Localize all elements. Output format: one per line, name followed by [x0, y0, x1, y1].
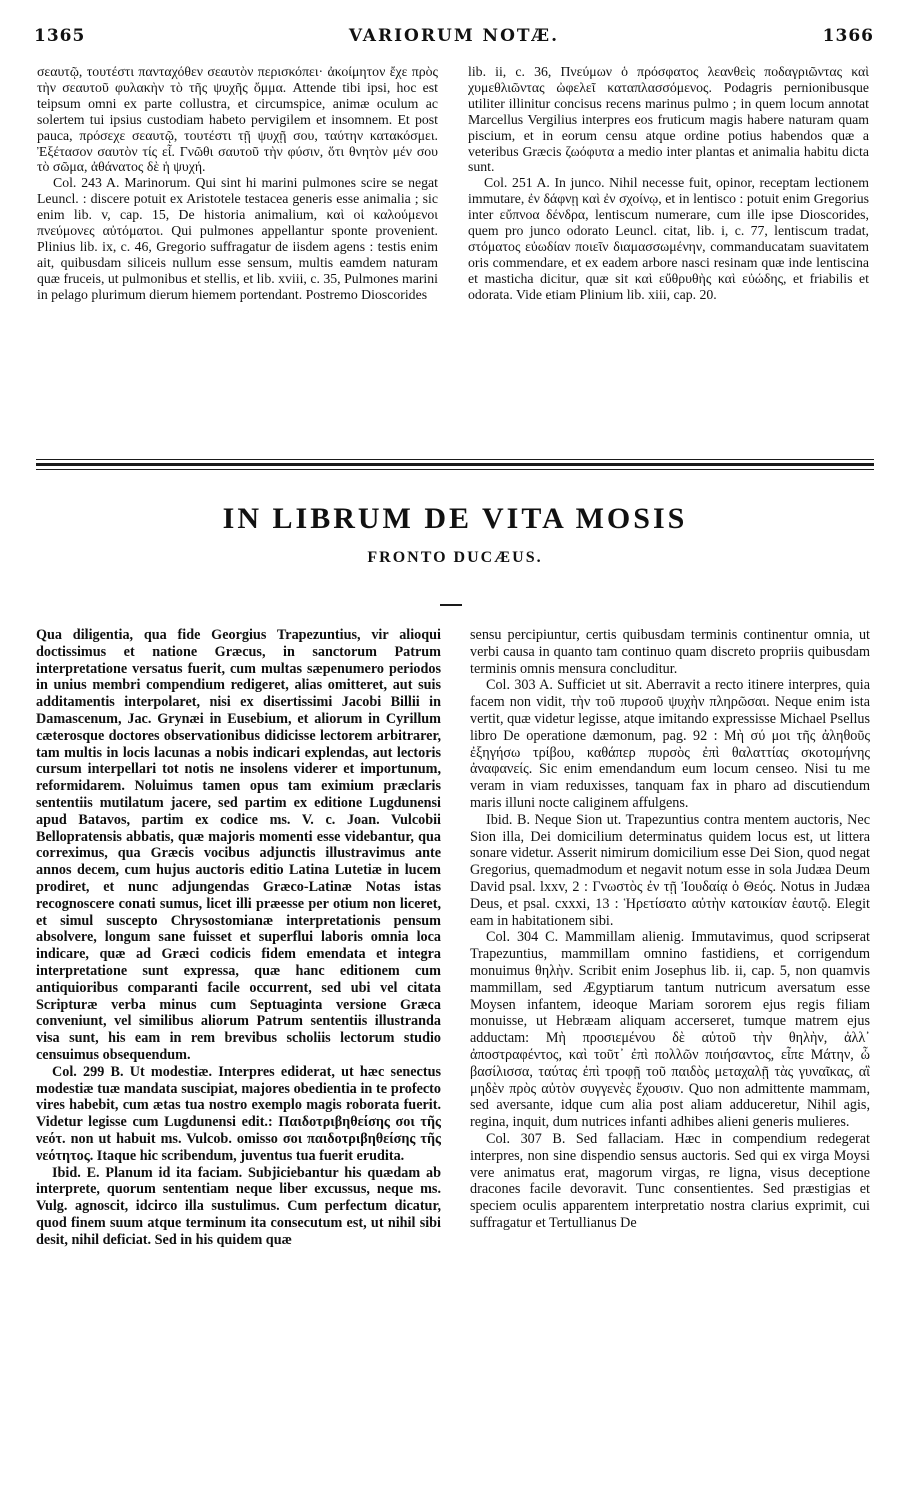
- section-title: IN LIBRUM DE VITA MOSIS: [222, 502, 688, 535]
- section-dash: [440, 604, 462, 606]
- page-number-right: 1366: [822, 26, 874, 46]
- paragraph: σεαυτῷ, τουτέστι πανταχόθεν σεαυτὸν περισκόπει· ἀκοίμητον ἔχε πρὸς τὴν σεαυτοῦ φυλακὴν τὸ τῆς ψυχῆς ὄμμα. Attende tibi ipsi, hoc est teipsum omni ex parte collustra, et circumspice, animæ oculum ac solertem tui ipsius custodiam habeto pervigilem et insomnem. Et post pauca, πρόσεχε σεαυτῷ, τουτέστι τῇ ψυχῇ σου, ταύτην κατακόσμει. Ἐξέτασον σαυτὸν τίς εἶ. Γνῶθι σαυτοῦ τὴν φύσιν, ὅτι θνητὸν μέν σου τὸ σῶμα, ἀθάνατος δὲ ἡ ψυχή.: [37, 64, 438, 175]
- top-right-column: [468, 64, 869, 424]
- paragraph: Col. 307 B. Sed fallaciam. Hæc in compendium redegerat interpres, non sine dispendio sensus auctoris. Sed qui ex virga Moysi vere animatus erat, magorum virgas, re ligna, visus deceptione dracones facile devoravit. Tunc consentientes. Sed præstigias et speciem oculis apparentem interpretatio nostra clarius exprimit, cui suffragatur et Tertullianus De: [470, 1130, 870, 1231]
- body-right-column: [470, 627, 870, 1482]
- top-left-column: [37, 64, 438, 424]
- paragraph: Ibid. E. Planum id ita faciam. Subjiciebantur his quædam ab interprete, quorum sententiam neque liber excussus, neque ms. Vulg. agnoscit, idcirco illa sustulimus. Cum perfectum dicatur, quod finem suum atque terminum ita consecutum est, ut nihil sibi desit, nihil deficiat. Sed in his quidem quæ: [36, 1164, 441, 1248]
- body-left-column: [36, 627, 441, 1482]
- running-title: VARIORUM NOTÆ.: [348, 26, 560, 46]
- divider-rule: [36, 459, 874, 460]
- paragraph: Col. 251 A. In junco. Nihil necesse fuit, opinor, receptam lectionem immutare, ἐν δάφνῃ καὶ ἐν σχοίνῳ, et in lentisco : potuit enim Gregorius inter εὔπνοα δένδρα, lentiscum numerare, cum ille ipse Dioscorides, quem pro junco odorato Leuncl. citat, lib. i, c. 77, lentiscum tradat, στόματος εὐωδίαν ποιεῖν διαμασσωμένην, commanducatam suavitatem oris commendare, et ex eadem arbore nasci resinam quæ inde lentiscina et masticha dicitur, quæ sit καὶ εὔθρυθὴς καὶ εὐώδης, et friabilis et odorata. Vide etiam Plinium lib. xiii, cap. 20.: [468, 175, 869, 302]
- paragraph: Col. 304 C. Mammillam alienig. Immutavimus, quod scripserat Trapezuntius, mammillam omnino fastidiens, et corrigendum monuimus θηλὴν. Scribit enim Josephus lib. ii, cap. 5, non quamvis mammillam, sed Ægyptiarum tantum nutricum aversatum esse Moysen infantem, ideoque Mariam sororem ejus regis filiam monuisse, ut Hebræam aliquam accerseret, tumque matrem ejus adductam: Μὴ προσιεμένου δὲ αὐτοῦ τὴν θηλὴν, ἀλλ᾽ ἀποστραφέντος, καὶ τοῦτ᾽ ἐπὶ πολλῶν ποιήσαντος, εἶπε Μάτην, ὦ βασίλισσα, ταύτας ἐπὶ τροφῇ τοῦ παιδὸς μεταχαλῇ τὰς γυναῖκας, αἳ μηδὲν πρὸς αὐτὸν συγγενὲς ἔχουσιν. Quo non admittente mammam, sed aversante, idque cum alia post aliam adduceretur, Nihil agis, regina, inquit, dum nutrices infanti adhibes alieni generis mulieres.: [470, 929, 870, 1131]
- paragraph: lib. ii, c. 36, Πνεύμων ὁ πρόσφατος λεανθεὶς ποδαγριῶντας καὶ χυμεθλιῶντας ὠφελεῖ καταπλασσόμενος. Podagris pernionibusque utiliter illinitur concisus recens marinus pulmo ; in quem locum annotat Marcellus Vergilius interpres eos fruticum magis habere naturam quam piscium, et in eorum censu atque ordine potius habendos quæ a veteribus Græcis ζωόφυτα a medio inter plantas et animalia habitu dicta sunt.: [468, 64, 869, 175]
- running-head: [34, 26, 874, 50]
- paragraph: Col. 243 A. Marinorum. Qui sint hi marini pulmones scire se negat Leuncl. : discere potuit ex Aristotele testacea generis esse animalia ; sic enim lib. v, cap. 15, De historia animalium, καὶ οἱ καλούμενοι πνεύμονες αὐτόματοι. Qui pulmones appellantur sponte provenient. Plinius lib. ix, c. 46, Gregorio suffragatur de iisdem agens : testis enim ait, quibusdam siliceis nullum esse sensum, multis eamdem naturam quæ fruceis, ut pulmonibus et stellis, et lib. xviii, c. 35, Pulmones marini in pelago plurimum dierum hiemem portendant. Postremo Dioscorides: [37, 175, 438, 302]
- paragraph: Col. 299 B. Ut modestiæ. Interpres ediderat, ut hæc senectus modestiæ tuæ mandata suscipiat, majores obedientia in te profecto vires habebit, cum ætas tua nostro exemplo magis roborata fuerit. Videtur legisse cum Lugdunensi edit.: Παιδοτριβηθείσης σοι τῆς νεότ. non ut habuit ms. Vulcob. omisso σοι παιδοτριβηθείσης τῆς νεότητος. Itaque hic scribendum, juventus tua fuerit erudita.: [36, 1063, 441, 1164]
- page-number-left: 1365: [34, 26, 86, 46]
- paragraph: Col. 303 A. Sufficiet ut sit. Aberravit a recto itinere interpres, quia facem non vidit, τὴν τοῦ πυρσοῦ ψυχὴν πληρῶσαι. Neque enim ista vertit, quæ videtur legisse, atque imitando expressisse Michael Psellus libro De operatione dæmonum, pag. 92 : Μὴ σύ μοι τῆς ἀληθοῦς ἐξηγήσω τρίβου, καθάπερ πυρσὸς ἐπὶ θαλαττίας σκοτομήνης ἀναφανείς. Sic enim emendandum eum locum censeo. Nisi tu me veram in viam reduxisses, tanquam fax in pharo ad discutiendum maris illuni nocte caliginem affulgens.: [470, 677, 870, 811]
- divider-rule: [36, 469, 874, 470]
- paragraph: Ibid. B. Neque Sion ut. Trapezuntius contra mentem auctoris, Nec Sion illa, Dei domicilium determinatus quidem locus est, ut littera sonare videtur. Asserit nimirum domicilium esse Dei Sion, quod negat Gregorius, quemadmodum et negavit notum esse in sola Judæa Deum David psal. lxxv, 2 : Γνωστὸς ἐν τῇ Ἰουδαίᾳ ὁ Θεός. Notus in Judæa Deus, et psal. cxxxi, 13 : Ἡρετίσατο αὐτὴν κατοικίαν ἑαυτῷ. Elegit eam in habitationem sibi.: [470, 811, 870, 929]
- divider-rule-thick: [36, 463, 874, 466]
- section-subtitle: FRONTO DUCÆUS.: [367, 549, 543, 566]
- paragraph: sensu percipiuntur, certis quibusdam terminis continentur omnia, ut verbi causa in quanto tam continuo quam discreto propriis quibusdam terminis omnis mensura concluditur.: [470, 627, 870, 677]
- paragraph: Qua diligentia, qua fide Georgius Trapezuntius, vir alioqui doctissimus et natione Græcus, in sanctorum Patrum interpretatione versatus fuerit, cum multas sæpenumero periodos in unius membri compendium redigeret, alias omitteret, aut suis additamentis interpolaret, nisi ex disertissimi Jacobi Billii in Damascenum, Jac. Grynæi in Eusebium, et aliorum in Cyrillum cæterosque doctores observationibus didicisse lectorem arbitrarer, tam multis in locis lacunas a nobis indicari explendas, aut lectoris cursum interpellari tot notis ne insolens viderer et importunum, reformidarem. Noluimus tamen opus tam eximium præclaris sententiis mutilatum jacere, sed partim ex editione Lugdunensi apud Batavos, partim ex codice ms. V. c. Joan. Vulcobii Bellopratensis abbatis, quæ majoris momenti esse videbantur, qua correximus, qua Græcis vocibus adjunctis illustravimus ante annos decem, cum hujus auctoris editio Latina Lutetiæ in lucem prodiret, et nunc adjungendas Græco-Latinæ Notas istas recognoscere conati sumus, licet illi præesse per otium non liceret, et simul suscepto Chrysostomianæ interpretationis pensum absolvere, longum sane fuisset et superflui laboris omnia loca indicare, quæ ad Græci codicis fidem emendata et integra interpretatione sunt expressa, quæ hanc editionem cum antiquioribus comparanti facile occurrent, sed ubi vel citata Scripturæ verba minus cum Septuaginta versione Græca conveniunt, vel similibus aliorum Patrum sententiis illustranda visa sunt, his eam in rem brevibus scholiis lectorum studio censuimus obsequendum.: [36, 627, 441, 1063]
